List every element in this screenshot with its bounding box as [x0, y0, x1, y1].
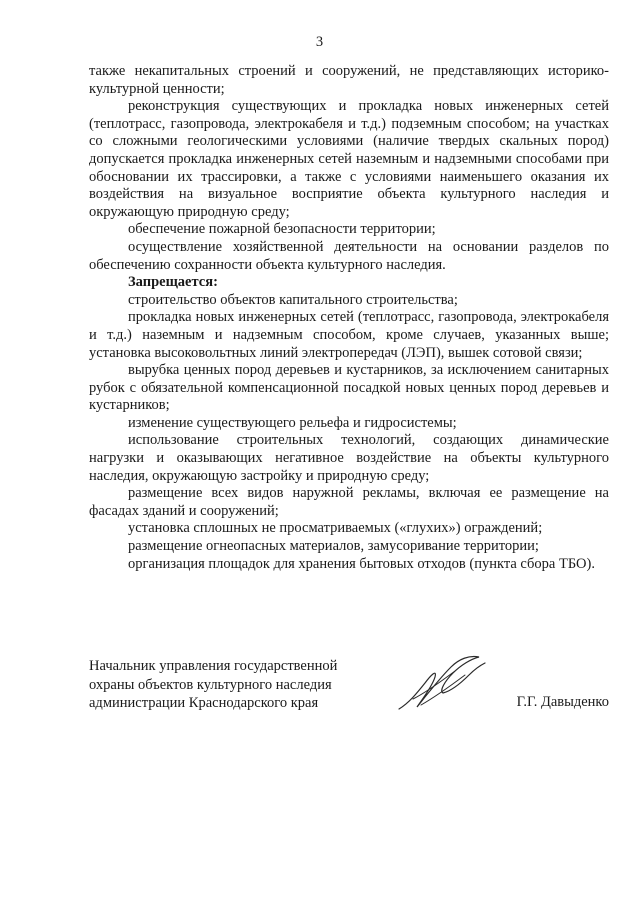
prohibited-item: вырубка ценных пород деревьев и кустарников, за исключением санитарных рубок с обязательной компенсационной посадкой новых ценных пород деревьев и кустарников;: [89, 362, 609, 414]
paragraph: обеспечение пожарной безопасности территории;: [128, 221, 436, 238]
page-number: 3: [315, 34, 324, 50]
paragraph: реконструкция существующих и прокладка новых инженерных сетей (теплотрасс, газопровода, электрокабеля и т.д.) подземным способом; на участках со сложными геологическими условиями (наличие твердых скальных пород) допускается прокладка инженерных сетей наземным и надземными способами при обосновании их трассировки, а также с условиями наименьшего оказания их воздействия на визуальное восприятие объекта культурного наследия и окружающую природную среду;: [89, 98, 609, 220]
signer-title: Начальник управления государственной охраны объектов культурного наследия администрации Краснодарского края: [89, 658, 338, 711]
handwritten-signature: [395, 653, 487, 715]
paragraph: осуществление хозяйственной деятельности на основании разделов по обеспечению сохранности объекта культурного наследия.: [89, 238, 609, 273]
document-body: [89, 63, 609, 573]
signer-name: Г.Г. Давыденко: [516, 694, 609, 710]
section-heading-prohibited: Запрещается:: [128, 274, 218, 291]
prohibited-item: установка сплошных не просматриваемых («глухих») ограждений;: [128, 520, 543, 537]
paragraph: также некапитальных строений и сооружений, не представляющих историко-культурной ценности;: [89, 63, 609, 97]
prohibited-item: размещение огнеопасных материалов, замусоривание территории;: [128, 538, 539, 555]
signature-block: [89, 653, 609, 723]
prohibited-item: строительство объектов капитального строительства;: [128, 291, 458, 308]
prohibited-item: размещение всех видов наружной рекламы, включая ее размещение на фасадах зданий и сооружений;: [89, 485, 609, 519]
prohibited-item: прокладка новых инженерных сетей (теплотрасс, газопровода, электрокабеля и т.д.) наземным и надземным способом, кроме случаев, указанных выше; установка высоковольтных линий электропередач (ЛЭП), вышек сотовой связи;: [89, 309, 609, 361]
prohibited-item: изменение существующего рельефа и гидросистемы;: [128, 414, 457, 431]
prohibited-item: организация площадок для хранения бытовых отходов (пункта сбора ТБО).: [128, 555, 595, 572]
prohibited-item: использование строительных технологий, создающих динамические нагрузки и оказывающих негативное воздействие на объекты культурного наследия, окружающую застройку и природную среду;: [89, 432, 609, 484]
